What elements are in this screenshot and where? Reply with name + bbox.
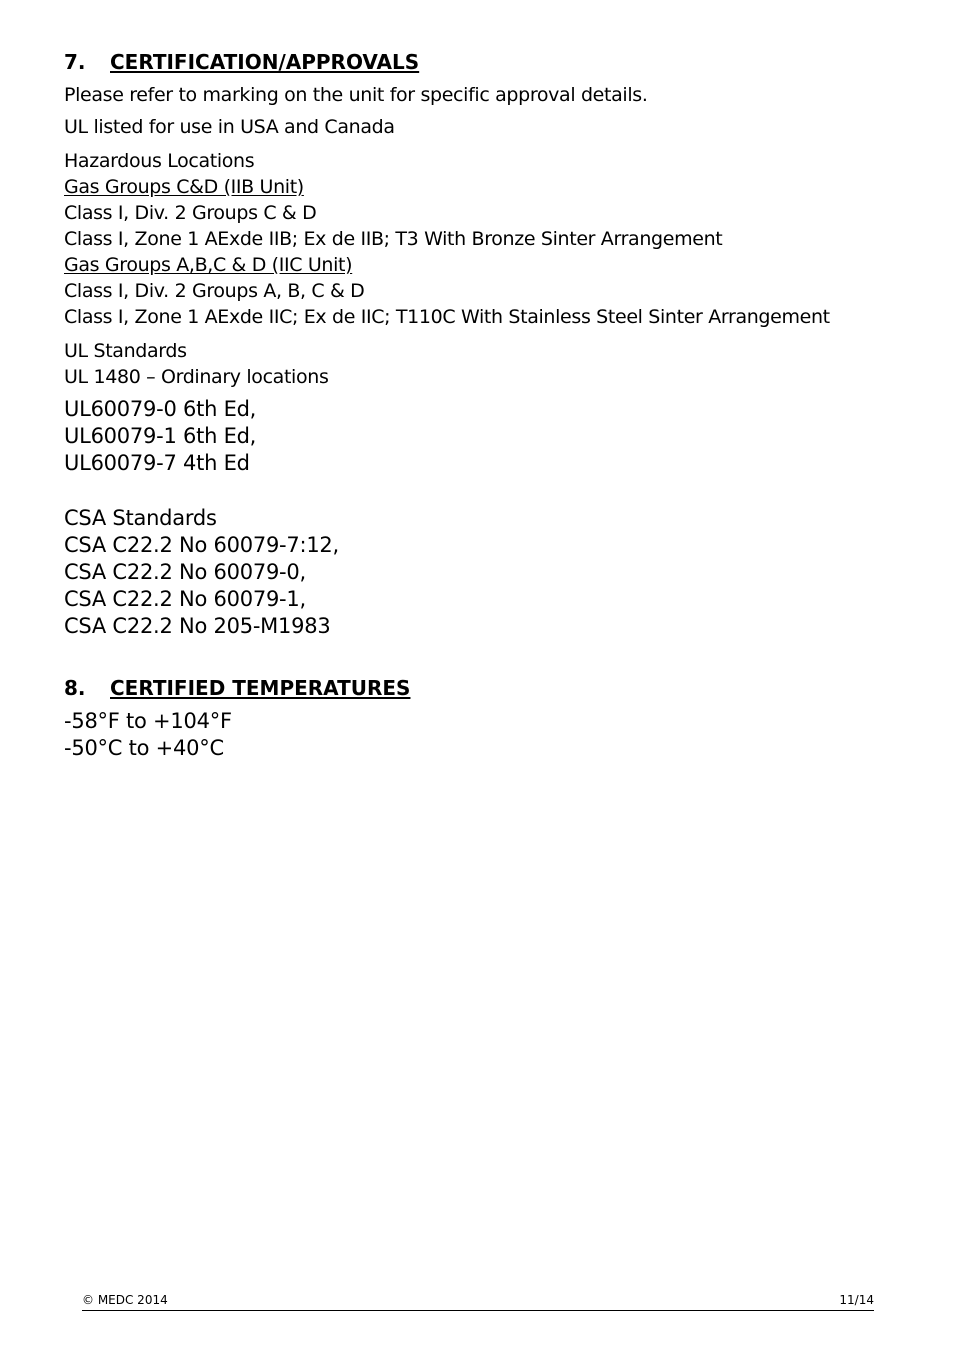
iib-line: Class I, Zone 1 AExde IIB; Ex de IIB; T3 With Bronze Sinter Arrangement [64,228,723,250]
iic-gas-groups-heading: Gas Groups A,B,C & D (IIC Unit) [64,254,353,276]
temperature-range-celsius: -50°C to +40°C [64,736,224,760]
page-footer [82,1290,874,1311]
iib-line: Class I, Div. 2 Groups C & D [64,202,317,224]
approval-intro: Please refer to marking on the unit for specific approval details. [64,84,648,106]
ul-standard-line: UL60079-0 6th Ed, [64,397,257,421]
ul-standards-heading: UL Standards [64,340,187,362]
iib-gas-groups-heading: Gas Groups C&D (IIB Unit) [64,176,304,198]
csa-standard-line: CSA C22.2 No 60079-0, [64,560,306,584]
section-7-number: 7. [64,50,86,74]
iic-line: Class I, Zone 1 AExde IIC; Ex de IIC; T110C With Stainless Steel Sinter Arrangement [64,306,830,328]
hazardous-locations-heading: Hazardous Locations [64,150,255,172]
section-8-number: 8. [64,676,86,700]
csa-standards-heading: CSA Standards [64,506,217,530]
iic-line: Class I, Div. 2 Groups A, B, C & D [64,280,365,302]
section-7-title: CERTIFICATION/APPROVALS [110,50,420,74]
section-8-title: CERTIFIED TEMPERATURES [110,676,411,700]
section-7-heading [64,48,894,76]
csa-standard-line: CSA C22.2 No 205-M1983 [64,614,331,638]
footer-page-number: 11/14 [839,1293,874,1307]
ul-listing: UL listed for use in USA and Canada [64,116,395,138]
ul-standard-line: UL 1480 – Ordinary locations [64,366,329,388]
ul-standard-line: UL60079-7 4th Ed [64,451,250,475]
csa-standard-line: CSA C22.2 No 60079-1, [64,587,306,611]
temperature-range-fahrenheit: -58°F to +104°F [64,709,232,733]
document-page [64,48,894,762]
ul-standard-line: UL60079-1 6th Ed, [64,424,257,448]
section-8-heading [64,674,894,702]
footer-copyright: © MEDC 2014 [82,1293,168,1307]
csa-standard-line: CSA C22.2 No 60079-7:12, [64,533,339,557]
